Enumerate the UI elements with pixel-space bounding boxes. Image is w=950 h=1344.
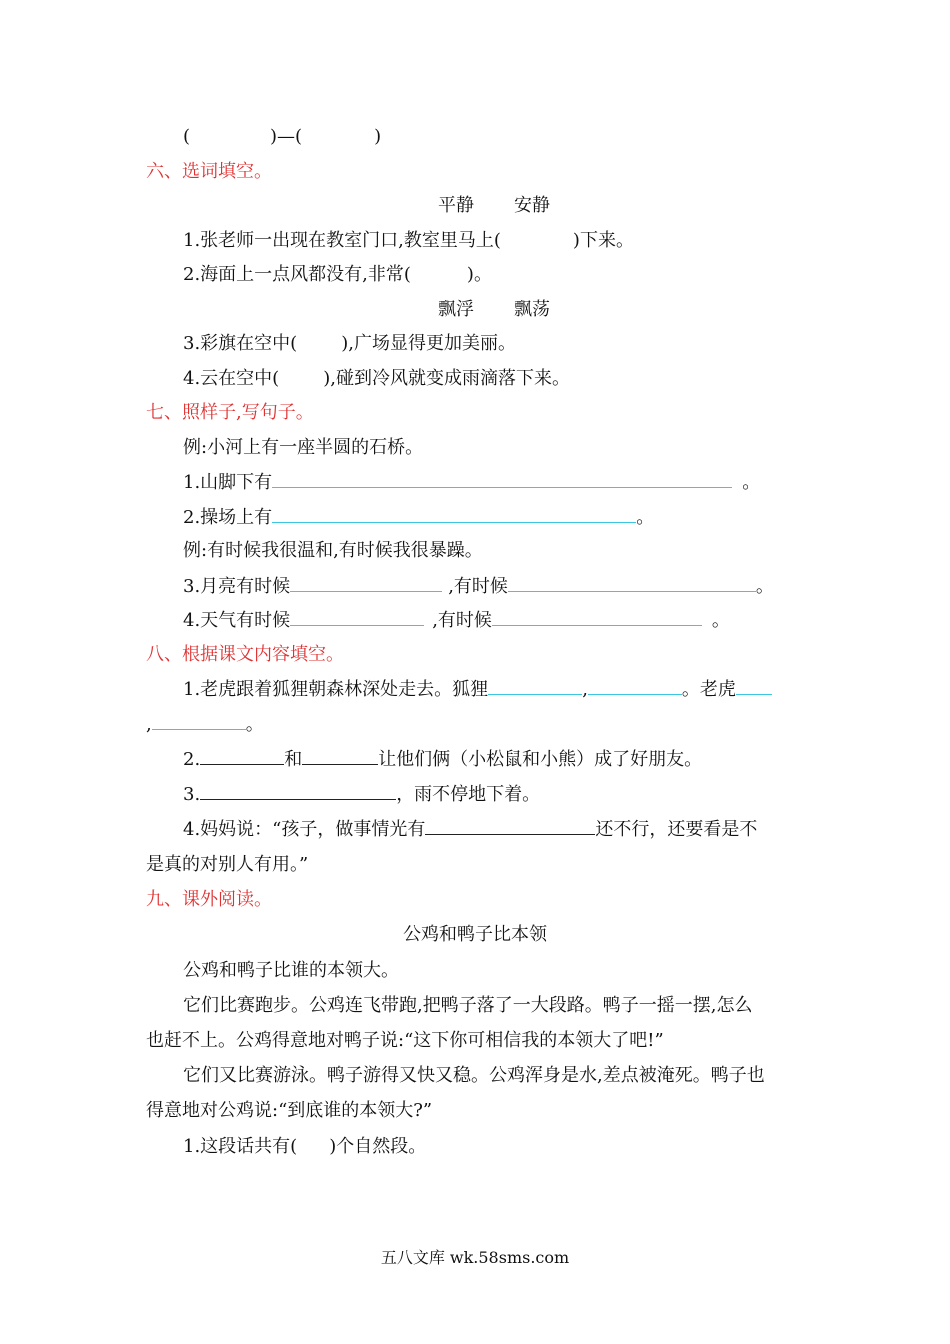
answer-line[interactable] [508,573,756,592]
answer-line[interactable] [272,504,636,523]
answer-line[interactable] [290,573,442,592]
s8-question-4: 4.妈妈说：“孩子，做事情光有 还不行，还要看是不 [183,816,757,843]
answer-line[interactable] [200,781,396,800]
answer-line[interactable] [588,676,682,695]
answer-line[interactable] [488,676,582,695]
passage-paragraph-1: 公鸡和鸭子比谁的本领大。 [183,960,399,981]
answer-line[interactable] [200,746,284,765]
s8-question-3: 3. ，雨不停地下着。 [183,781,540,808]
page-footer: 五八文库 wk.58sms.com [380,1248,570,1267]
passage-paragraph-3-line-1: 它们又比赛游泳。鸭子游得又快又稳。公鸡浑身是水,差点被淹死。鸭子也 [183,1065,765,1086]
answer-line[interactable] [425,816,595,835]
matching-line: ( )—( ) [183,126,382,147]
s7-question-2: 2.操场上有 。 [183,504,654,531]
answer-line[interactable] [290,607,424,626]
s8-question-4-cont: 是真的对别人有用。” [146,854,309,875]
answer-line[interactable] [736,676,772,695]
section-9-heading: 九、课外阅读。 [146,889,272,910]
s7-example-1: 例:小河上有一座半圆的石桥。 [183,437,424,458]
section-8-heading: 八、根据课文内容填空。 [146,644,344,665]
section-6-heading: 六、选词填空。 [146,161,272,182]
passage-paragraph-3-line-2: 得意地对公鸡说:“到底谁的本领大?” [146,1100,433,1121]
answer-line[interactable] [492,607,702,626]
section-7-heading: 七、照样子,写句子。 [146,402,314,423]
passage-title: 公鸡和鸭子比本领 [403,924,547,945]
answer-line[interactable] [152,711,246,730]
s7-question-3: 3.月亮有时候 ,有时候 。 [183,573,774,600]
s6-question-2: 2.海面上一点风都没有,非常( )。 [183,264,492,285]
s6-question-3: 3.彩旗在空中( ),广场显得更加美丽。 [183,333,516,354]
passage-paragraph-2-line-1: 它们比赛跑步。公鸡连飞带跑,把鸭子落了一大段路。鸭子一摇一摆,怎么 [183,995,753,1016]
word-choice-pair-1: 平静 安静 [438,195,550,216]
answer-line[interactable] [302,746,378,765]
s6-question-1: 1.张老师一出现在教室门口,教室里马上( )下来。 [183,230,634,251]
s9-question-1: 1.这段话共有( )个自然段。 [183,1136,427,1157]
word-choice-pair-2: 飘浮 飘荡 [438,299,550,320]
s7-question-1: 1.山脚下有 。 [183,469,760,496]
s6-question-4: 4.云在空中( ),碰到冷风就变成雨滴落下来。 [183,368,570,389]
s8-question-1-cont: , 。 [146,711,264,738]
s8-question-2: 2. 和 让他们俩（小松鼠和小熊）成了好朋友。 [183,746,702,773]
answer-line[interactable] [272,469,732,488]
s8-question-1: 1.老虎跟着狐狸朝森林深处走去。狐狸 , 。老虎 [183,676,772,703]
s7-question-4: 4.天气有时候 ,有时候 。 [183,607,730,634]
s7-example-2: 例:有时候我很温和,有时候我很暴躁。 [183,540,483,561]
passage-paragraph-2-line-2: 也赶不上。公鸡得意地对鸭子说:“这下你可相信我的本领大了吧!” [146,1030,664,1051]
